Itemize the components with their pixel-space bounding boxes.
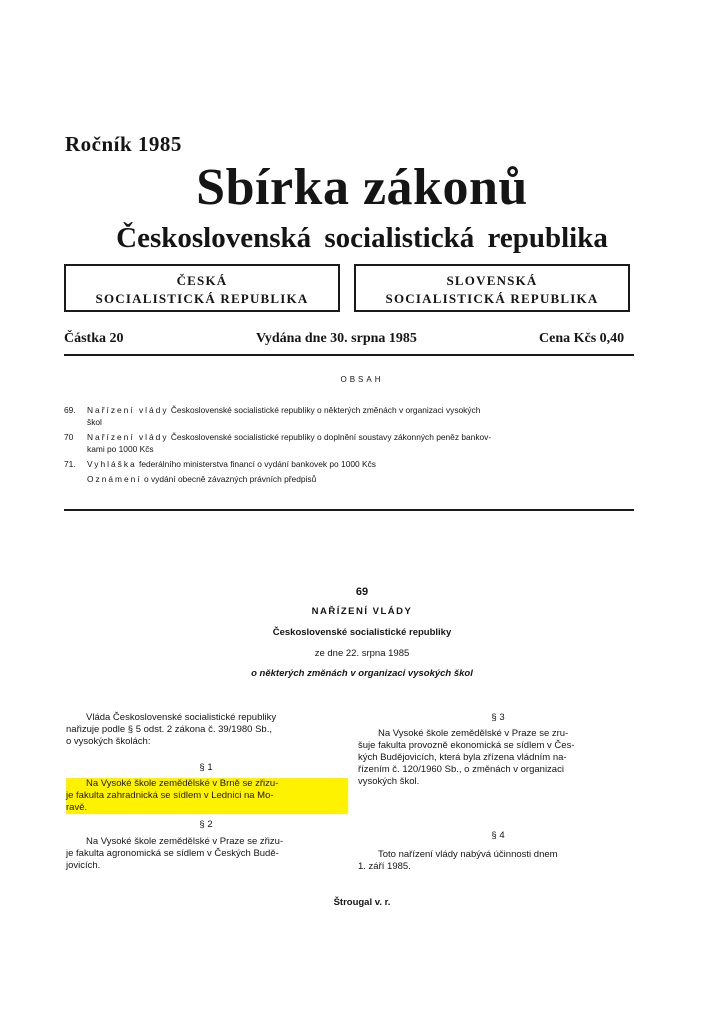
contents-heading: OBSAH <box>340 375 384 384</box>
section-4-text <box>358 849 638 873</box>
volume-label: Ročník 1985 <box>65 132 182 156</box>
contents-item-text: Československé socialistické republiky o doplnění soustavy zákonných peněz bankov- <box>170 432 492 442</box>
contents-item-text-cont: škol <box>87 417 102 427</box>
contents-item-text-cont: kami po 1000 Kčs <box>87 444 154 454</box>
section-1-text <box>66 778 348 814</box>
section-3-text <box>358 728 638 788</box>
decree-issuer: Československé socialistické republiky <box>272 627 452 638</box>
signature: Štrougal v. r. <box>333 897 391 908</box>
decree-intro <box>66 712 356 748</box>
contents-divider <box>64 509 634 511</box>
slovak-republic-box <box>354 264 630 312</box>
header-divider <box>64 354 634 356</box>
contents-item-kind: Nařízení vlády <box>87 405 169 415</box>
box-left-line-1: ČESKÁ <box>176 273 228 288</box>
republic-subtitle: Československá socialistická republika <box>116 222 608 254</box>
section-2-line: Na Vysoké škole zemědělské v Praze se zřizu- <box>86 836 284 847</box>
section-2-mark: § 2 <box>199 819 213 830</box>
price: Cena Kčs 0,40 <box>539 331 625 346</box>
decree-subject: o některých změnách v organizaci vysokých škol <box>251 668 473 679</box>
decree-type: NAŘÍZENÍ VLÁDY <box>311 606 413 617</box>
section-3-line: vysokých škol. <box>358 776 420 787</box>
section-3-line: Na Vysoké škole zemědělské v Praze se zru- <box>378 728 569 739</box>
intro-line: nařizuje podle § 5 odst. 2 zákona č. 39/1980 Sb., <box>66 724 272 735</box>
section-3-mark: § 3 <box>491 712 505 723</box>
decree-number: 69 <box>355 586 369 598</box>
box-right-line-1: SLOVENSKÁ <box>446 273 538 288</box>
section-1-line: ravě. <box>66 802 88 813</box>
box-left-line-2: SOCIALISTICKÁ REPUBLIKA <box>95 291 309 306</box>
part-number: Částka 20 <box>64 331 124 346</box>
section-1-line: Na Vysoké škole zemědělské v Brně se zřizu- <box>86 778 279 789</box>
contents-item-text: o vydání obecně závazných právních předpisů <box>143 474 317 484</box>
czech-republic-box <box>64 264 340 312</box>
section-4-line: Toto nařízení vlády nabývá účinnosti dnem <box>378 849 558 860</box>
contents-item-kind: Vyhláška <box>87 459 137 469</box>
section-4-mark: § 4 <box>491 830 505 841</box>
section-1-line: je fakulta zahradnická se sídlem v Lednici na Mo- <box>66 790 274 801</box>
section-3-line: kých Budějovicích, která byla zřízena vládním na- <box>358 752 567 763</box>
section-2-line: jovicích. <box>66 860 101 871</box>
contents-item <box>64 473 634 485</box>
section-3-line: řízením č. 120/1960 Sb., o změnách v organizaci <box>358 764 564 775</box>
contents-item-text: Československé socialistické republiky o některých změnách v organizaci vysokých <box>170 405 481 415</box>
contents-item-number: 71. <box>64 459 76 469</box>
intro-line: Vláda Československé socialistické republiky <box>86 712 277 723</box>
contents-item-text: federálního ministerstva financí o vydání bankovek po 1000 Kčs <box>139 459 376 469</box>
contents-item <box>64 458 634 470</box>
contents-item-number: 69. <box>64 405 76 415</box>
section-3-line: šuje fakulta provozně ekonomická se sídlem v Čes- <box>358 740 575 751</box>
box-right-line-2: SOCIALISTICKÁ REPUBLIKA <box>385 291 599 306</box>
contents-item-kind: Nařízení vlády <box>87 432 169 442</box>
collection-title: Sbírka zákonů <box>196 159 528 216</box>
contents-item-number: 70 <box>64 432 74 442</box>
contents-item-number <box>64 473 87 485</box>
section-2-line: je fakulta agronomická se sídlem v Českých Budě- <box>66 848 279 859</box>
contents-item <box>64 431 634 455</box>
section-4-line: 1. září 1985. <box>358 861 411 872</box>
intro-line: o vysokých školách: <box>66 736 151 747</box>
issue-date: Vydána dne 30. srpna 1985 <box>256 331 417 346</box>
contents-item-kind: Oznámení <box>87 474 142 484</box>
contents-item <box>64 404 634 428</box>
contents-list <box>64 404 634 488</box>
decree-date: ze dne 22. srpna 1985 <box>314 648 410 659</box>
section-1-mark: § 1 <box>199 762 213 773</box>
section-2-text <box>66 836 356 872</box>
